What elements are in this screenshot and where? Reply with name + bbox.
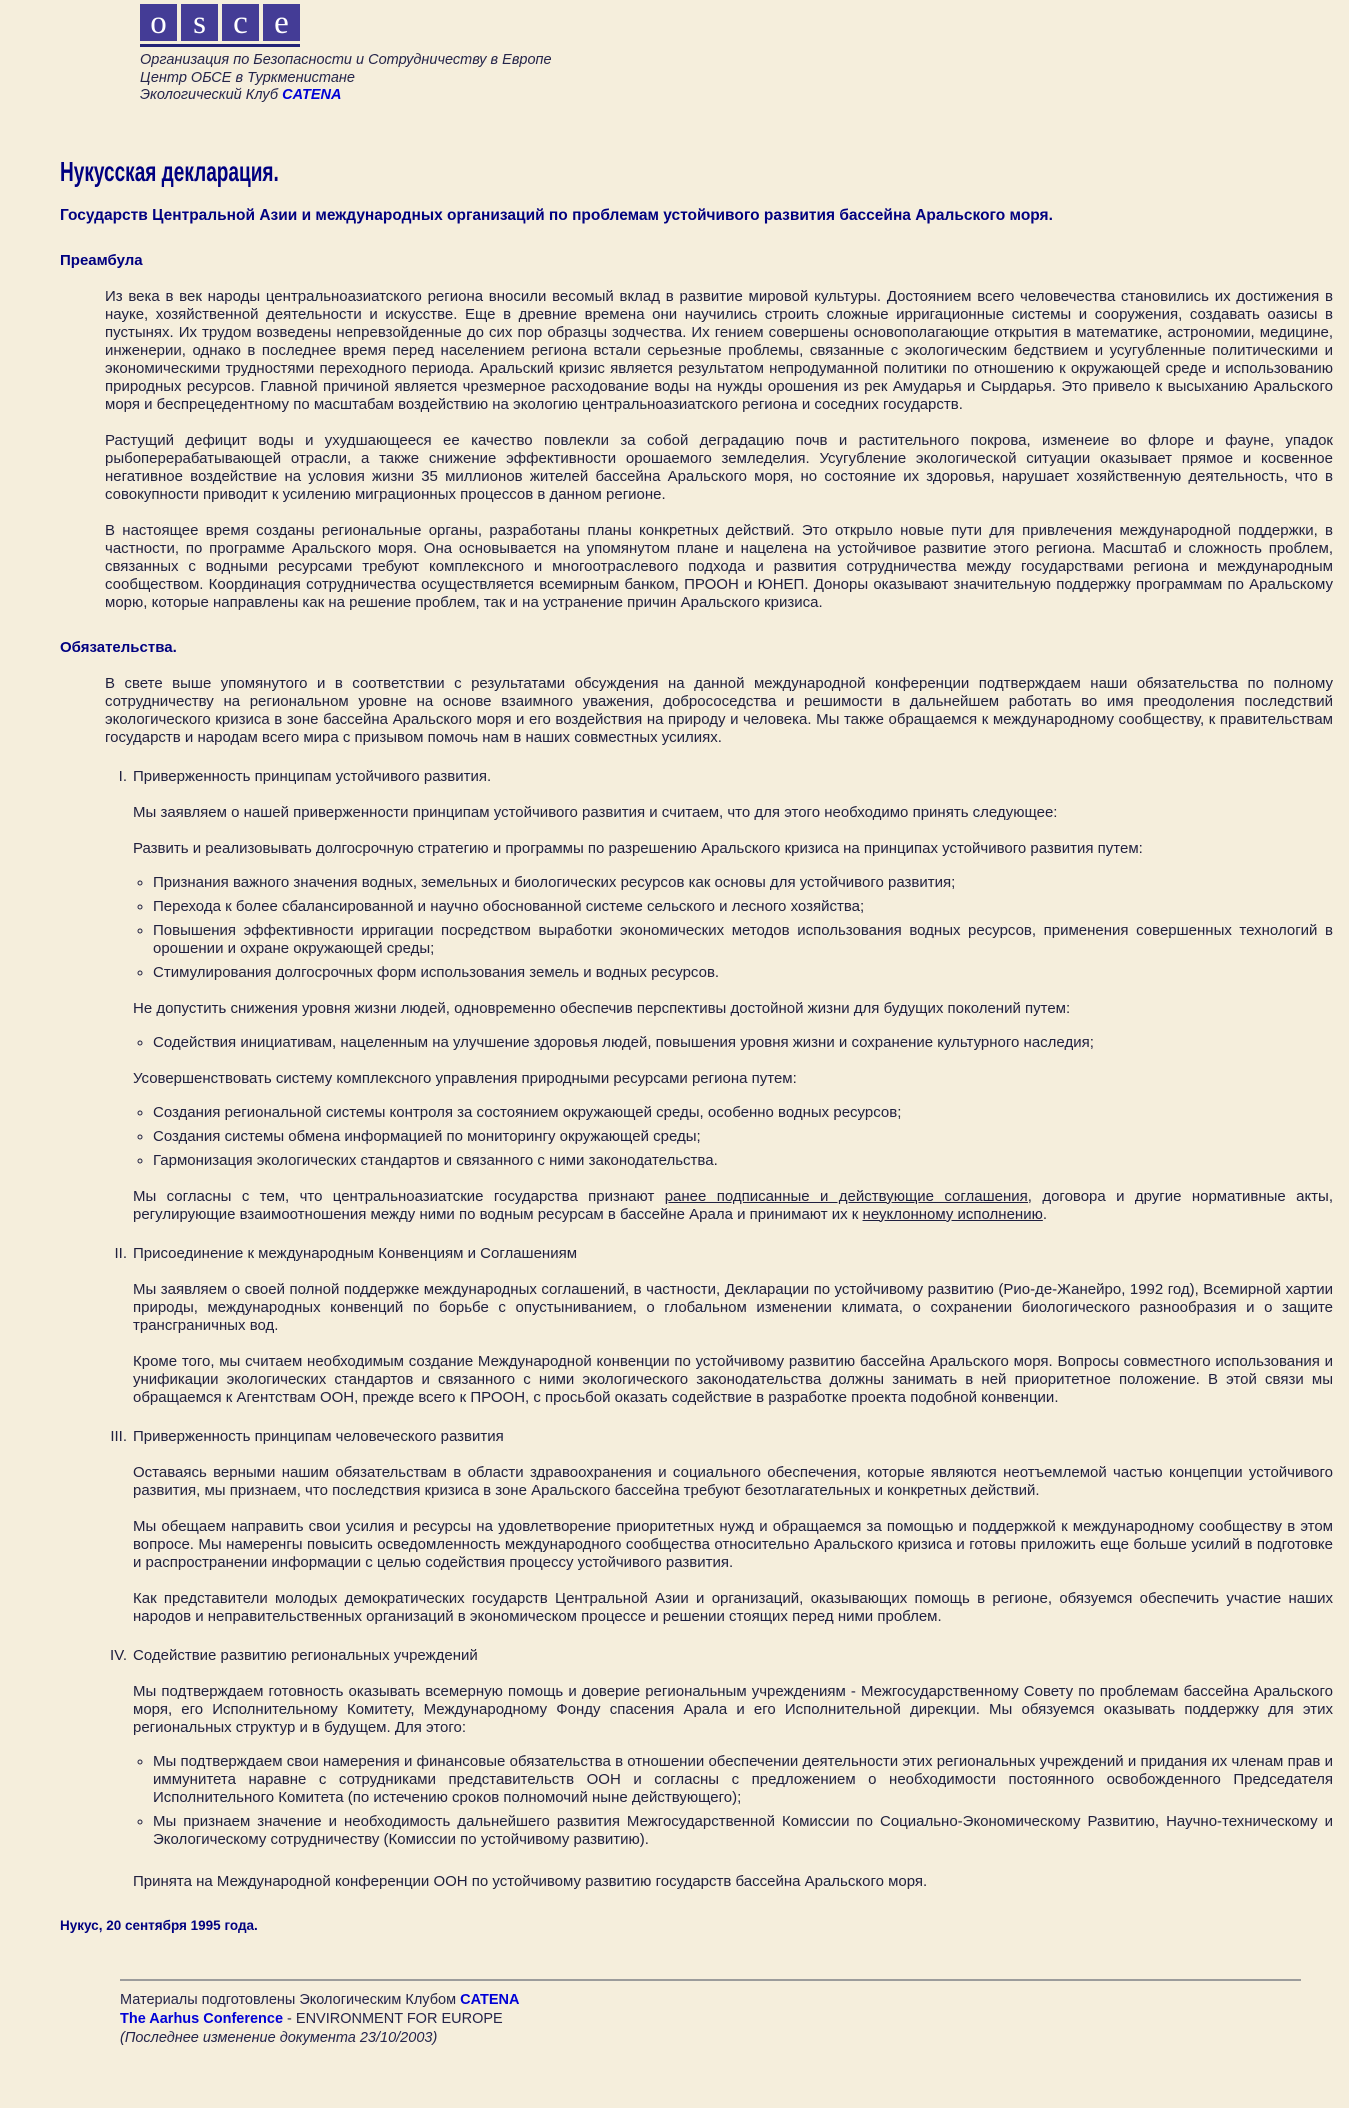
- section-1-numeral: I.: [118, 767, 127, 785]
- osce-logo-letter-e: e: [263, 4, 300, 41]
- agreement-text-mid: договора и другие нормативные акты, регулирующие взаимоотношения между ними по водным ресурсам в бассейне Арала и принимают их к: [133, 1187, 1333, 1223]
- section-2-heading: [101, 1245, 1333, 1263]
- org-club-prefix: Экологический Клуб: [140, 87, 283, 103]
- date-line: Нукус, 20 сентября 1995 года.: [60, 1917, 258, 1933]
- agreement-text-post: .: [1042, 1205, 1048, 1223]
- section-3-heading: [101, 1428, 1333, 1446]
- list-item: ◦ Перехода к более сбалансированной и научно обоснованной системе сельского и лесного хозяйства;: [153, 898, 1333, 916]
- section-1-paragraph-2: Развить и реализовывать долгосрочную стратегию и программы по разрешению Аральского кризиса на принципах устойчивого развития путем:: [133, 839, 1143, 857]
- list-item: ◦ Повышения эффективности ирригации посредством выработки экономических методов использования водных ресурсов, применения совершенных технологий в орошении и охране окружающей среды;: [153, 922, 1333, 958]
- section-1-title: Приверженность принципам устойчивого развития.: [133, 767, 492, 785]
- agreement-text-pre: Мы согласны с тем, что центральноазиатские государства признают: [133, 1187, 665, 1205]
- section-1: [101, 768, 1333, 1224]
- section-4: [101, 1647, 1333, 1849]
- footer-credits-text: Материалы подготовлены Экологическим Клубом: [120, 1991, 461, 2008]
- page-title: [60, 157, 1349, 187]
- bottom-spacer: [0, 2048, 1349, 2108]
- osce-logo: [140, 4, 1349, 47]
- section-2-title: Присоединение к международным Конвенциям и Соглашениям: [133, 1244, 578, 1262]
- section-2-paragraph-1: Мы заявляем о своей полной поддержке международных соглашений, в частности, Декларации по устойчивому развитию (Рио-де-Жанейро, 1992 год), Всемирной хартии природы, международных конвенций по борьбе с опустыниванием, о глобальном изменении климата, о сохранении биологического разнообразия и о защите трансграничных вод.: [133, 1280, 1333, 1334]
- org-line-center: Центр ОБСЕ в Туркменистане: [140, 69, 355, 86]
- section-1-paragraph-4: Усовершенствовать систему комплексного управления природными ресурсами региона путем:: [133, 1069, 797, 1087]
- list-item: ◦ Создания системы обмена информацией по мониторингу окружающей среды;: [153, 1128, 1333, 1146]
- footer-divider: [120, 1979, 1301, 1981]
- footer-credits: [120, 1991, 1349, 2010]
- section-1-bullet-list-1: [133, 874, 1333, 982]
- section-3-paragraph-2: Мы обещаем направить свои усилия и ресурсы на удовлетворение приоритетных нужд и обращаемся за помощью и поддержкой к международному сообществу в этом вопросе. Мы намеренгы повысить осведомленность международного сообщества относительно Аральского кризиса и готовы приложить еще больше усилий в подготовке и распространении информации с целью содействия процессу устойчивого развития.: [133, 1517, 1333, 1571]
- footer-catena-link[interactable]: CATENA: [460, 1991, 520, 2008]
- section-3-numeral: III.: [110, 1427, 127, 1445]
- obligations-intro: В свете выше упомянутого и в соответствии с результатами обсуждения на данной международной конференции подтверждаем наши обязательства по полному сотрудничеству на региональном уровне на основе взаимного уважения, добрососедства и решимости в дальнейшем работать во имя преодоления последствий экологического кризиса в зоне бассейна Аральского моря и его воздействия на природу и человека. Мы также обращаемся к международному сообществу, к правительствам государств и народам всего мира с призывом помочь нам в наших совместных усилиях.: [105, 674, 1333, 746]
- preamble-heading: Преамбула: [60, 251, 143, 269]
- section-3-paragraph-1: Оставаясь верными нашим обязательствам в области здравоохранения и социального обеспечения, которые являются неотъемлемой частью концепции устойчивого развития, мы признаем, что последствия кризиса в зоне Аральского бассейна требуют безотлагательных и конкретных действий.: [133, 1463, 1333, 1499]
- section-4-paragraph-1: Мы подтверждаем готовность оказывать всемерную помощь и доверие региональным учреждениям - Межгосударственному Совету по проблемам бассейна Аральского моря, его Исполнительному Комитету, Международному Фонду спасения Арала и его Исполнительной дирекции. Мы обязуемся оказывать поддержку для этих региональных структур и в будущем. Для этого:: [133, 1682, 1333, 1736]
- osce-logo-letter-c: c: [222, 4, 259, 41]
- section-4-numeral: IV.: [110, 1646, 127, 1664]
- section-3: [101, 1428, 1333, 1626]
- page-title-text: Нукусская декларация.: [60, 155, 279, 187]
- list-item: ◦ Мы подтверждаем свои намерения и финансовые обязательства в отношении обеспечении деятельности этих региональных учреждений и придания их членам прав и иммунитета наравне с сотрудниками представительств ООН и согласны с предложением о необходимости постоянного освобожденного Председателя Исполнительного Комитета (по истечению сроков полномочий ныне действующего);: [153, 1753, 1333, 1807]
- section-3-paragraph-3: Как представители молодых демократических государств Центральной Азии и организаций, оказывающих помощь в регионе, обязуемся обеспечить участие наших народов и неправительственных организаций в экономическом процессе и решении стоящих перед ними проблем.: [133, 1589, 1333, 1625]
- section-2-paragraph-2: Кроме того, мы считаем необходимым создание Международной конвенции по устойчивому развитию бассейна Аральского моря. Вопросы совместного использования и унификации экологических стандартов и связанного с ними экологического законодательства должны занимать в ней приоритетное положение. В этой связи мы обращаемся к Агентствам ООН, прежде всего к ПРООН, с просьбой оказать содействие в разработке проекта подобной конвенции.: [133, 1352, 1333, 1406]
- preamble-paragraph-3: В настоящее время созданы региональные органы, разработаны планы конкретных действий. Это открыло новые пути для привлечения международной поддержки, в частности, по программе Аральского моря. Она основывается на упомянутом плане и нацелена на устойчивое развитие этого региона. Масштаб и сложность проблем, связанных с водными ресурсами требуют комплексного и многоотраслевого подхода и развития сотрудничества между государствами региона и международным сообществом. Координация сотрудничества осуществляется всемирным банком, ПРООН и ЮНЕП. Доноры оказывают значительную поддержку программам по Аральскому морю, которые направлены как на решение проблем, так и на устранение причин Аральского кризиса.: [105, 521, 1333, 611]
- org-line-osce: Организация по Безопасности и Сотрудничеству в Европе: [140, 52, 552, 68]
- section-2: [101, 1245, 1333, 1407]
- catena-link[interactable]: CATENA: [282, 87, 342, 103]
- footer-last-modified: (Последнее изменение документа 23/10/2003): [120, 2029, 438, 2046]
- org-description: [140, 52, 1349, 105]
- obligations-heading: Обязательства.: [60, 638, 177, 656]
- list-item: ◦ Содействия инициативам, нацеленным на улучшение здоровья людей, повышения уровня жизни и сохранение культурного наследия;: [153, 1034, 1333, 1052]
- section-3-title: Приверженность принципам человеческого развития: [133, 1427, 504, 1445]
- osce-logo-letter-s: s: [181, 4, 218, 41]
- list-item: ◦ Гармонизация экологических стандартов и связанного с ними законодательства.: [153, 1152, 1333, 1170]
- section-1-bullet-list-2: [133, 1034, 1333, 1052]
- agreements-link[interactable]: ранее подписанные и действующие соглашения,: [664, 1187, 1032, 1205]
- execution-link[interactable]: неуклонному исполнению: [862, 1205, 1043, 1223]
- section-4-bullet-list: [133, 1753, 1333, 1849]
- preamble-paragraph-2: Растущий дефицит воды и ухудшающееся ее качество повлекли за собой деградацию почв и растительного покрова, изменеие во флоре и фауне, упадок рыбоперерабатывающей отрасли, а также снижение эффективности орошаемого земледелия. Усугубление экологической ситуации оказывает прямое и косвенное негативное воздействие на условия жизни 35 миллионов жителей бассейна Аральского моря, но состояние их здоровья, нарушает хозяйственную деятельность, что в совокупности приводит к усилению миграционных процессов в данном регионе.: [105, 431, 1333, 503]
- list-item: ◦ Признания важного значения водных, земельных и биологических ресурсов как основы для устойчивого развития;: [153, 874, 1333, 892]
- section-4-heading: [101, 1647, 1333, 1665]
- obligations-list: [101, 768, 1333, 1849]
- preamble-paragraph-1: Из века в век народы центральноазиатского региона вносили весомый вклад в развитие мировой культуры. Достоянием всего человечества становились их достижения в науке, хозяйственной деятельности и искусстве. Еще в древние времена они научились строить сложные ирригационные системы и сооружения, создавать оазисы в пустынях. Их трудом возведены непревзойденные до сих пор образцы зодчества. Их гением совершены основополагающие открытия в математике, астрономии, медицине, инженерии, однако в последнее время перед населением региона встали серьезные проблемы, связанные с экологическим бедствием и усугубленные политическими и экономическими трудностями переходного периода. Аральский кризис является результатом непродуманной политики по отношению к окружающей среде и использованию природных ресурсов. Главной причиной является чрезмерное расходование воды на нужды орошения из рек Амударья и Сырдарья. Это привело к высыханию Аральского моря и беспрецедентному по масштабам воздействию на экологию центральноазиатского региона и соседних государств.: [105, 287, 1333, 413]
- page-subtitle: Государств Центральной Азии и международных организаций по проблемам устойчивого развития бассейна Аральского моря.: [60, 206, 1053, 224]
- list-item: ◦ Создания региональной системы контроля за состоянием окружающей среды, особенно водных ресурсов;: [153, 1104, 1333, 1122]
- closing-paragraph: Принята на Международной конференции ООН по устойчивому развитию государств бассейна Аральского моря.: [133, 1872, 928, 1890]
- osce-logo-squares: [140, 4, 300, 47]
- section-2-numeral: II.: [114, 1244, 127, 1262]
- section-1-paragraph-1: Мы заявляем о нашей приверженности принципам устойчивого развития и считаем, что для этого необходимо принять следующее:: [133, 803, 1058, 821]
- footer-conference-text: - ENVIRONMENT FOR EUROPE: [283, 2010, 503, 2027]
- osce-logo-letter-o: o: [140, 4, 177, 41]
- footer-conference: [120, 2010, 1349, 2029]
- section-1-bullet-list-3: [133, 1104, 1333, 1170]
- org-line-club: [140, 87, 1349, 105]
- page-footer: [120, 1979, 1349, 2048]
- list-item: ◦ Мы признаем значение и необходимость дальнейшего развития Межгосударственной Комиссии по Социально-Экономическому Развитию, Научно-техническому и Экологическому сотрудничеству (Комиссии по устойчивому развитию).: [153, 1813, 1333, 1849]
- list-item: ◦ Стимулирования долгосрочных форм использования земель и водных ресурсов.: [153, 964, 1333, 982]
- aarhus-conference-link[interactable]: The Aarhus Conference: [120, 2010, 284, 2027]
- section-1-agreement-paragraph: [133, 1188, 1333, 1224]
- section-1-heading: [101, 768, 1333, 786]
- section-1-paragraph-3: Не допустить снижения уровня жизни людей, одновременно обеспечив перспективы достойной жизни для будущих поколений путем:: [133, 999, 1071, 1017]
- section-4-title: Содействие развитию региональных учреждений: [133, 1646, 478, 1664]
